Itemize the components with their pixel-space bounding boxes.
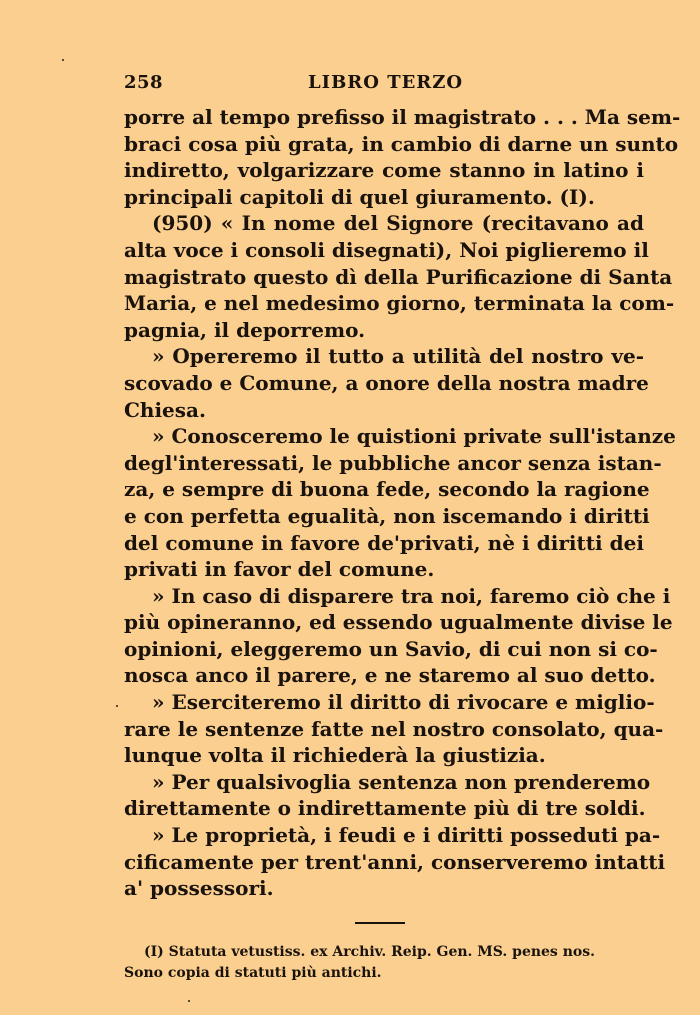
text-line: » Eserciteremo il diritto di rivocare e miglio- xyxy=(152,690,655,715)
footnote-separator xyxy=(355,922,405,924)
text-line: indiretto, volgarizzare come stanno in latino i xyxy=(124,158,644,183)
text-line: » Opereremo il tutto a utilità del nostro ve- xyxy=(152,344,644,369)
text-line: » Per qualsivoglia sentenza non prenderemo xyxy=(152,769,651,794)
text-line: del comune in favore de'privati, nè i diritti dei xyxy=(124,530,644,555)
paragraph xyxy=(124,423,676,583)
paragraph xyxy=(124,769,651,822)
text-line: direttamente o indirettamente più di tre soldi. xyxy=(124,796,646,821)
text-line: » Le proprietà, i feudi e i diritti posseduti pa- xyxy=(152,823,661,848)
paragraph xyxy=(124,822,666,902)
footnote xyxy=(124,942,644,984)
text-line: Maria, e nel medesimo giorno, terminata la com- xyxy=(124,291,675,316)
text-line: magistrato questo dì della Purificazione di Santa xyxy=(124,264,673,289)
text-line: alta voce i consoli disegnati), Noi piglieremo il xyxy=(124,237,649,262)
text-line: privati in favor del comune. xyxy=(124,557,435,582)
page-number: 258 xyxy=(124,72,164,93)
text-line: scovado e Comune, a onore della nostra madre xyxy=(124,370,649,395)
footnote-line: (I) Statuta vetustiss. ex Archiv. Reip. Gen. MS. penes nos. xyxy=(144,944,595,960)
text-line: Chiesa. xyxy=(124,397,206,422)
text-line: principali capitoli di quel giuramento. (I). xyxy=(124,184,595,209)
text-line: (950) « In nome del Signore (recitavano ad xyxy=(152,211,644,236)
text-line: lunque volta il richiederà la giustizia. xyxy=(124,743,546,768)
text-line: nosca anco il parere, e ne staremo al suo detto. xyxy=(124,663,656,688)
text-line: za, e sempre di buona fede, secondo la ragione xyxy=(124,477,650,502)
ink-speck xyxy=(116,705,118,707)
ink-speck xyxy=(188,1000,190,1002)
text-line: porre al tempo prefisso il magistrato . . . Ma sem- xyxy=(124,105,681,129)
paragraph xyxy=(124,210,675,343)
ink-speck xyxy=(62,59,64,61)
text-line: » Conosceremo le quistioni private sull'istanze xyxy=(152,424,676,449)
text-line: braci cosa più grata, in cambio di darne un sunto xyxy=(124,131,679,156)
text-line: pagnia, il deporremo. xyxy=(124,317,366,342)
paragraph xyxy=(124,343,649,423)
footnote-line: Sono copia di statuti più antichi. xyxy=(124,965,382,981)
text-line: a' possessori. xyxy=(124,876,274,901)
text-line: degl'interessati, le pubbliche ancor senza istan- xyxy=(124,450,662,475)
text-line: » In caso di disparere tra noi, faremo ciò che i xyxy=(152,583,671,608)
paragraph xyxy=(124,689,664,769)
body-text xyxy=(124,104,681,902)
text-line: rare le sentenze fatte nel nostro consolato, qua- xyxy=(124,716,664,741)
text-line: opinioni, eleggeremo un Savio, di cui non si co- xyxy=(124,636,658,661)
paragraph xyxy=(124,583,673,689)
text-line: più opineranno, ed essendo ugualmente divise le xyxy=(124,610,673,635)
page-header xyxy=(124,64,642,94)
text-line: cificamente per trent'anni, conserveremo intatti xyxy=(124,849,666,874)
paragraph xyxy=(124,104,681,210)
text-line: e con perfetta egualità, non iscemando i diritti xyxy=(124,503,650,528)
running-title: LIBRO TERZO xyxy=(308,72,464,93)
